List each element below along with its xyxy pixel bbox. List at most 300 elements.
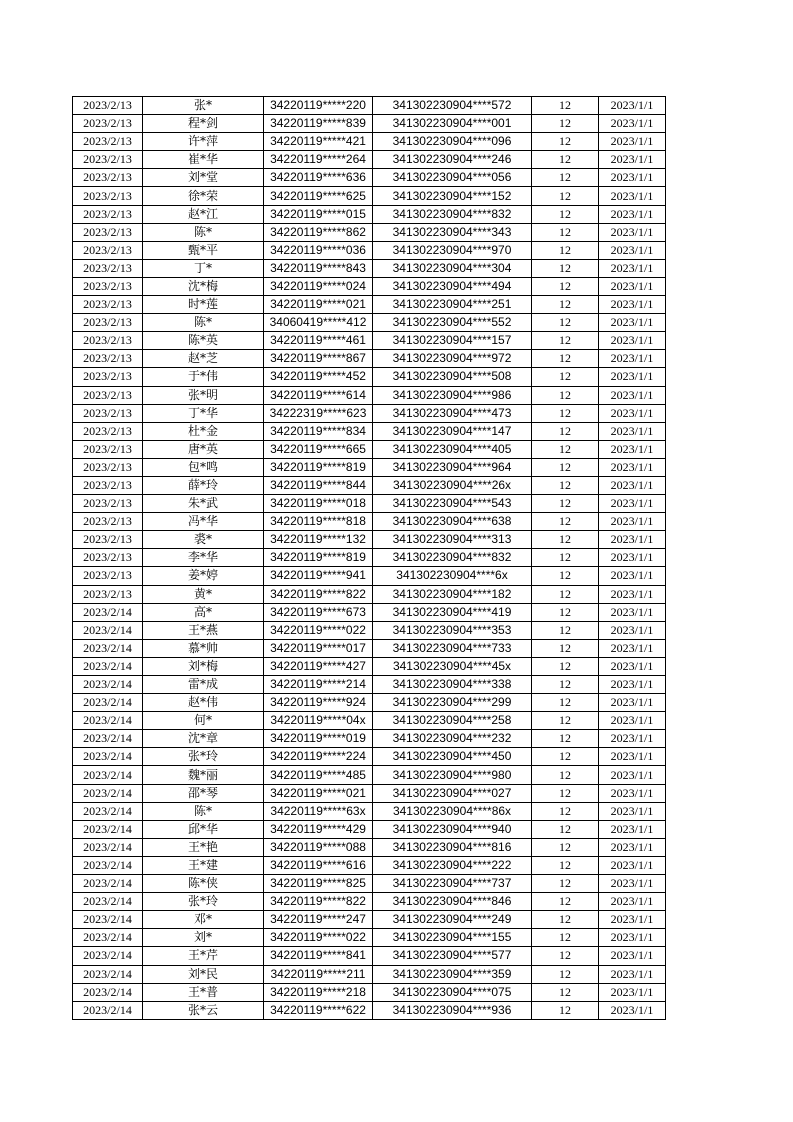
date-cell: 2023/2/14 <box>73 694 143 712</box>
months-cell: 12 <box>532 621 599 639</box>
name-cell: 程*剑 <box>143 115 264 133</box>
months-cell: 12 <box>532 983 599 1001</box>
data-table <box>72 96 666 1020</box>
id-number-cell: 34220119*****616 <box>264 856 373 874</box>
id-number-cell: 34220119*****224 <box>264 748 373 766</box>
id-number-cell: 34220119*****021 <box>264 784 373 802</box>
name-cell: 于*伟 <box>143 368 264 386</box>
account-number-cell: 341302230904****964 <box>373 458 532 476</box>
name-cell: 李*华 <box>143 549 264 567</box>
account-number-cell: 341302230904****940 <box>373 820 532 838</box>
months-cell: 12 <box>532 368 599 386</box>
start-date-cell: 2023/1/1 <box>599 820 666 838</box>
account-number-cell: 341302230904****6x <box>373 567 532 585</box>
name-cell: 包*鸣 <box>143 458 264 476</box>
date-cell: 2023/2/14 <box>73 947 143 965</box>
name-cell: 刘*梅 <box>143 657 264 675</box>
table-row <box>73 1001 666 1019</box>
name-cell: 陈* <box>143 314 264 332</box>
name-cell: 邱*华 <box>143 820 264 838</box>
start-date-cell: 2023/1/1 <box>599 549 666 567</box>
table-row <box>73 259 666 277</box>
date-cell: 2023/2/13 <box>73 422 143 440</box>
months-cell: 12 <box>532 531 599 549</box>
name-cell: 王*建 <box>143 856 264 874</box>
id-number-cell: 34220119*****04x <box>264 712 373 730</box>
months-cell: 12 <box>532 259 599 277</box>
id-number-cell: 34220119*****841 <box>264 947 373 965</box>
account-number-cell: 341302230904****157 <box>373 332 532 350</box>
account-number-cell: 341302230904****304 <box>373 259 532 277</box>
months-cell: 12 <box>532 241 599 259</box>
name-cell: 沈*章 <box>143 730 264 748</box>
start-date-cell: 2023/1/1 <box>599 929 666 947</box>
id-number-cell: 34220119*****862 <box>264 223 373 241</box>
table-row <box>73 458 666 476</box>
date-cell: 2023/2/14 <box>73 712 143 730</box>
start-date-cell: 2023/1/1 <box>599 965 666 983</box>
table-row <box>73 187 666 205</box>
months-cell: 12 <box>532 766 599 784</box>
table-row <box>73 784 666 802</box>
date-cell: 2023/2/13 <box>73 350 143 368</box>
id-number-cell: 34220119*****622 <box>264 1001 373 1019</box>
table-row <box>73 712 666 730</box>
start-date-cell: 2023/1/1 <box>599 187 666 205</box>
id-number-cell: 34220119*****665 <box>264 440 373 458</box>
date-cell: 2023/2/13 <box>73 332 143 350</box>
date-cell: 2023/2/13 <box>73 277 143 295</box>
id-number-cell: 34220119*****819 <box>264 549 373 567</box>
date-cell: 2023/2/14 <box>73 875 143 893</box>
date-cell: 2023/2/13 <box>73 549 143 567</box>
account-number-cell: 341302230904****232 <box>373 730 532 748</box>
name-cell: 刘*堂 <box>143 169 264 187</box>
table-row <box>73 893 666 911</box>
name-cell: 刘*民 <box>143 965 264 983</box>
account-number-cell: 341302230904****359 <box>373 965 532 983</box>
table-row <box>73 513 666 531</box>
months-cell: 12 <box>532 748 599 766</box>
account-number-cell: 341302230904****147 <box>373 422 532 440</box>
start-date-cell: 2023/1/1 <box>599 350 666 368</box>
months-cell: 12 <box>532 350 599 368</box>
months-cell: 12 <box>532 603 599 621</box>
table-row <box>73 657 666 675</box>
account-number-cell: 341302230904****936 <box>373 1001 532 1019</box>
months-cell: 12 <box>532 676 599 694</box>
account-number-cell: 341302230904****001 <box>373 115 532 133</box>
table-row <box>73 386 666 404</box>
start-date-cell: 2023/1/1 <box>599 567 666 585</box>
name-cell: 裘* <box>143 531 264 549</box>
account-number-cell: 341302230904****45x <box>373 657 532 675</box>
start-date-cell: 2023/1/1 <box>599 784 666 802</box>
name-cell: 沈*梅 <box>143 277 264 295</box>
months-cell: 12 <box>532 694 599 712</box>
account-number-cell: 341302230904****494 <box>373 277 532 295</box>
date-cell: 2023/2/14 <box>73 639 143 657</box>
table-row <box>73 911 666 929</box>
table-row <box>73 875 666 893</box>
name-cell: 许*萍 <box>143 133 264 151</box>
account-number-cell: 341302230904****313 <box>373 531 532 549</box>
months-cell: 12 <box>532 893 599 911</box>
name-cell: 何* <box>143 712 264 730</box>
start-date-cell: 2023/1/1 <box>599 368 666 386</box>
date-cell: 2023/2/14 <box>73 676 143 694</box>
start-date-cell: 2023/1/1 <box>599 495 666 513</box>
date-cell: 2023/2/14 <box>73 748 143 766</box>
date-cell: 2023/2/13 <box>73 458 143 476</box>
account-number-cell: 341302230904****816 <box>373 838 532 856</box>
id-number-cell: 34220119*****022 <box>264 621 373 639</box>
date-cell: 2023/2/13 <box>73 187 143 205</box>
date-cell: 2023/2/13 <box>73 314 143 332</box>
table-row <box>73 133 666 151</box>
date-cell: 2023/2/14 <box>73 838 143 856</box>
name-cell: 雷*成 <box>143 676 264 694</box>
months-cell: 12 <box>532 332 599 350</box>
account-number-cell: 341302230904****353 <box>373 621 532 639</box>
id-number-cell: 34060419*****412 <box>264 314 373 332</box>
months-cell: 12 <box>532 133 599 151</box>
start-date-cell: 2023/1/1 <box>599 712 666 730</box>
account-number-cell: 341302230904****508 <box>373 368 532 386</box>
account-number-cell: 341302230904****737 <box>373 875 532 893</box>
account-number-cell: 341302230904****846 <box>373 893 532 911</box>
months-cell: 12 <box>532 929 599 947</box>
id-number-cell: 34220119*****844 <box>264 476 373 494</box>
date-cell: 2023/2/13 <box>73 585 143 603</box>
id-number-cell: 34220119*****018 <box>264 495 373 513</box>
table-row <box>73 368 666 386</box>
id-number-cell: 34220119*****427 <box>264 657 373 675</box>
id-number-cell: 34220119*****088 <box>264 838 373 856</box>
id-number-cell: 34220119*****843 <box>264 259 373 277</box>
id-number-cell: 34220119*****941 <box>264 567 373 585</box>
table-row <box>73 947 666 965</box>
start-date-cell: 2023/1/1 <box>599 476 666 494</box>
name-cell: 慕*帅 <box>143 639 264 657</box>
account-number-cell: 341302230904****980 <box>373 766 532 784</box>
name-cell: 赵*江 <box>143 205 264 223</box>
months-cell: 12 <box>532 856 599 874</box>
start-date-cell: 2023/1/1 <box>599 983 666 1001</box>
table-row <box>73 350 666 368</box>
date-cell: 2023/2/13 <box>73 133 143 151</box>
account-number-cell: 341302230904****027 <box>373 784 532 802</box>
date-cell: 2023/2/13 <box>73 386 143 404</box>
months-cell: 12 <box>532 296 599 314</box>
months-cell: 12 <box>532 223 599 241</box>
date-cell: 2023/2/13 <box>73 115 143 133</box>
id-number-cell: 34220119*****036 <box>264 241 373 259</box>
id-number-cell: 34220119*****614 <box>264 386 373 404</box>
date-cell: 2023/2/14 <box>73 965 143 983</box>
start-date-cell: 2023/1/1 <box>599 603 666 621</box>
id-number-cell: 34220119*****132 <box>264 531 373 549</box>
date-cell: 2023/2/13 <box>73 241 143 259</box>
start-date-cell: 2023/1/1 <box>599 676 666 694</box>
account-number-cell: 341302230904****832 <box>373 549 532 567</box>
account-number-cell: 341302230904****056 <box>373 169 532 187</box>
start-date-cell: 2023/1/1 <box>599 314 666 332</box>
date-cell: 2023/2/13 <box>73 97 143 115</box>
table-row <box>73 151 666 169</box>
table-row <box>73 241 666 259</box>
account-number-cell: 341302230904****343 <box>373 223 532 241</box>
start-date-cell: 2023/1/1 <box>599 133 666 151</box>
date-cell: 2023/2/13 <box>73 296 143 314</box>
id-number-cell: 34220119*****63x <box>264 802 373 820</box>
start-date-cell: 2023/1/1 <box>599 766 666 784</box>
start-date-cell: 2023/1/1 <box>599 223 666 241</box>
months-cell: 12 <box>532 115 599 133</box>
name-cell: 薛*玲 <box>143 476 264 494</box>
id-number-cell: 34220119*****867 <box>264 350 373 368</box>
name-cell: 邓* <box>143 911 264 929</box>
table-row <box>73 440 666 458</box>
id-number-cell: 34220119*****021 <box>264 296 373 314</box>
account-number-cell: 341302230904****251 <box>373 296 532 314</box>
table-row <box>73 838 666 856</box>
date-cell: 2023/2/13 <box>73 567 143 585</box>
id-number-cell: 34220119*****220 <box>264 97 373 115</box>
start-date-cell: 2023/1/1 <box>599 585 666 603</box>
table-row <box>73 169 666 187</box>
id-number-cell: 34220119*****625 <box>264 187 373 205</box>
id-number-cell: 34220119*****819 <box>264 458 373 476</box>
name-cell: 甄*平 <box>143 241 264 259</box>
date-cell: 2023/2/13 <box>73 259 143 277</box>
date-cell: 2023/2/13 <box>73 404 143 422</box>
date-cell: 2023/2/14 <box>73 911 143 929</box>
account-number-cell: 341302230904****26x <box>373 476 532 494</box>
id-number-cell: 34220119*****211 <box>264 965 373 983</box>
date-cell: 2023/2/13 <box>73 223 143 241</box>
id-number-cell: 34220119*****421 <box>264 133 373 151</box>
name-cell: 王*艳 <box>143 838 264 856</box>
name-cell: 陈* <box>143 223 264 241</box>
start-date-cell: 2023/1/1 <box>599 657 666 675</box>
table-row <box>73 730 666 748</box>
months-cell: 12 <box>532 947 599 965</box>
account-number-cell: 341302230904****222 <box>373 856 532 874</box>
id-number-cell: 34220119*****015 <box>264 205 373 223</box>
months-cell: 12 <box>532 549 599 567</box>
months-cell: 12 <box>532 730 599 748</box>
name-cell: 刘* <box>143 929 264 947</box>
start-date-cell: 2023/1/1 <box>599 531 666 549</box>
table-row <box>73 115 666 133</box>
account-number-cell: 341302230904****473 <box>373 404 532 422</box>
id-number-cell: 34220119*****839 <box>264 115 373 133</box>
months-cell: 12 <box>532 875 599 893</box>
start-date-cell: 2023/1/1 <box>599 621 666 639</box>
account-number-cell: 341302230904****832 <box>373 205 532 223</box>
name-cell: 高* <box>143 603 264 621</box>
id-number-cell: 34220119*****485 <box>264 766 373 784</box>
start-date-cell: 2023/1/1 <box>599 386 666 404</box>
start-date-cell: 2023/1/1 <box>599 947 666 965</box>
name-cell: 丁*华 <box>143 404 264 422</box>
start-date-cell: 2023/1/1 <box>599 893 666 911</box>
table-row <box>73 223 666 241</box>
months-cell: 12 <box>532 784 599 802</box>
id-number-cell: 34220119*****452 <box>264 368 373 386</box>
id-number-cell: 34220119*****022 <box>264 929 373 947</box>
account-number-cell: 341302230904****733 <box>373 639 532 657</box>
start-date-cell: 2023/1/1 <box>599 802 666 820</box>
months-cell: 12 <box>532 639 599 657</box>
table-row <box>73 929 666 947</box>
id-number-cell: 34220119*****218 <box>264 983 373 1001</box>
account-number-cell: 341302230904****986 <box>373 386 532 404</box>
table-row <box>73 639 666 657</box>
date-cell: 2023/2/13 <box>73 440 143 458</box>
months-cell: 12 <box>532 657 599 675</box>
months-cell: 12 <box>532 404 599 422</box>
account-number-cell: 341302230904****970 <box>373 241 532 259</box>
name-cell: 姜*婷 <box>143 567 264 585</box>
months-cell: 12 <box>532 911 599 929</box>
date-cell: 2023/2/13 <box>73 368 143 386</box>
date-cell: 2023/2/14 <box>73 730 143 748</box>
start-date-cell: 2023/1/1 <box>599 277 666 295</box>
id-number-cell: 34220119*****636 <box>264 169 373 187</box>
start-date-cell: 2023/1/1 <box>599 296 666 314</box>
start-date-cell: 2023/1/1 <box>599 169 666 187</box>
start-date-cell: 2023/1/1 <box>599 856 666 874</box>
account-number-cell: 341302230904****152 <box>373 187 532 205</box>
date-cell: 2023/2/14 <box>73 603 143 621</box>
account-number-cell: 341302230904****405 <box>373 440 532 458</box>
months-cell: 12 <box>532 712 599 730</box>
table-row <box>73 332 666 350</box>
months-cell: 12 <box>532 802 599 820</box>
date-cell: 2023/2/14 <box>73 929 143 947</box>
months-cell: 12 <box>532 169 599 187</box>
start-date-cell: 2023/1/1 <box>599 151 666 169</box>
date-cell: 2023/2/13 <box>73 495 143 513</box>
start-date-cell: 2023/1/1 <box>599 513 666 531</box>
name-cell: 徐*荣 <box>143 187 264 205</box>
start-date-cell: 2023/1/1 <box>599 458 666 476</box>
date-cell: 2023/2/14 <box>73 784 143 802</box>
start-date-cell: 2023/1/1 <box>599 422 666 440</box>
account-number-cell: 341302230904****86x <box>373 802 532 820</box>
table-row <box>73 549 666 567</box>
start-date-cell: 2023/1/1 <box>599 332 666 350</box>
date-cell: 2023/2/14 <box>73 621 143 639</box>
account-number-cell: 341302230904****572 <box>373 97 532 115</box>
table-row <box>73 495 666 513</box>
start-date-cell: 2023/1/1 <box>599 694 666 712</box>
id-number-cell: 34220119*****214 <box>264 676 373 694</box>
name-cell: 王*普 <box>143 983 264 1001</box>
date-cell: 2023/2/13 <box>73 531 143 549</box>
months-cell: 12 <box>532 314 599 332</box>
name-cell: 邵*琴 <box>143 784 264 802</box>
name-cell: 张*云 <box>143 1001 264 1019</box>
table-row <box>73 476 666 494</box>
account-number-cell: 341302230904****182 <box>373 585 532 603</box>
name-cell: 张* <box>143 97 264 115</box>
start-date-cell: 2023/1/1 <box>599 1001 666 1019</box>
months-cell: 12 <box>532 277 599 295</box>
name-cell: 陈*英 <box>143 332 264 350</box>
months-cell: 12 <box>532 1001 599 1019</box>
table-row <box>73 748 666 766</box>
name-cell: 杜*金 <box>143 422 264 440</box>
date-cell: 2023/2/13 <box>73 151 143 169</box>
date-cell: 2023/2/13 <box>73 169 143 187</box>
table-row <box>73 820 666 838</box>
table-row <box>73 802 666 820</box>
table-row <box>73 567 666 585</box>
start-date-cell: 2023/1/1 <box>599 97 666 115</box>
months-cell: 12 <box>532 458 599 476</box>
name-cell: 赵*芝 <box>143 350 264 368</box>
id-number-cell: 34220119*****247 <box>264 911 373 929</box>
months-cell: 12 <box>532 386 599 404</box>
table-row <box>73 277 666 295</box>
id-number-cell: 34220119*****834 <box>264 422 373 440</box>
months-cell: 12 <box>532 205 599 223</box>
name-cell: 王*燕 <box>143 621 264 639</box>
name-cell: 丁* <box>143 259 264 277</box>
account-number-cell: 341302230904****972 <box>373 350 532 368</box>
table-row <box>73 603 666 621</box>
id-number-cell: 34222319*****623 <box>264 404 373 422</box>
id-number-cell: 34220119*****461 <box>264 332 373 350</box>
account-number-cell: 341302230904****299 <box>373 694 532 712</box>
account-number-cell: 341302230904****258 <box>373 712 532 730</box>
account-number-cell: 341302230904****096 <box>373 133 532 151</box>
name-cell: 陈* <box>143 802 264 820</box>
id-number-cell: 34220119*****822 <box>264 893 373 911</box>
account-number-cell: 341302230904****155 <box>373 929 532 947</box>
id-number-cell: 34220119*****264 <box>264 151 373 169</box>
date-cell: 2023/2/13 <box>73 476 143 494</box>
date-cell: 2023/2/14 <box>73 893 143 911</box>
account-number-cell: 341302230904****419 <box>373 603 532 621</box>
id-number-cell: 34220119*****019 <box>264 730 373 748</box>
date-cell: 2023/2/14 <box>73 766 143 784</box>
id-number-cell: 34220119*****818 <box>264 513 373 531</box>
name-cell: 崔*华 <box>143 151 264 169</box>
months-cell: 12 <box>532 567 599 585</box>
months-cell: 12 <box>532 151 599 169</box>
name-cell: 黄* <box>143 585 264 603</box>
months-cell: 12 <box>532 476 599 494</box>
table-row <box>73 585 666 603</box>
start-date-cell: 2023/1/1 <box>599 404 666 422</box>
date-cell: 2023/2/14 <box>73 856 143 874</box>
account-number-cell: 341302230904****075 <box>373 983 532 1001</box>
id-number-cell: 34220119*****429 <box>264 820 373 838</box>
account-number-cell: 341302230904****638 <box>373 513 532 531</box>
date-cell: 2023/2/14 <box>73 1001 143 1019</box>
name-cell: 时*莲 <box>143 296 264 314</box>
table-row <box>73 97 666 115</box>
account-number-cell: 341302230904****543 <box>373 495 532 513</box>
table-row <box>73 965 666 983</box>
date-cell: 2023/2/14 <box>73 983 143 1001</box>
months-cell: 12 <box>532 97 599 115</box>
id-number-cell: 34220119*****822 <box>264 585 373 603</box>
